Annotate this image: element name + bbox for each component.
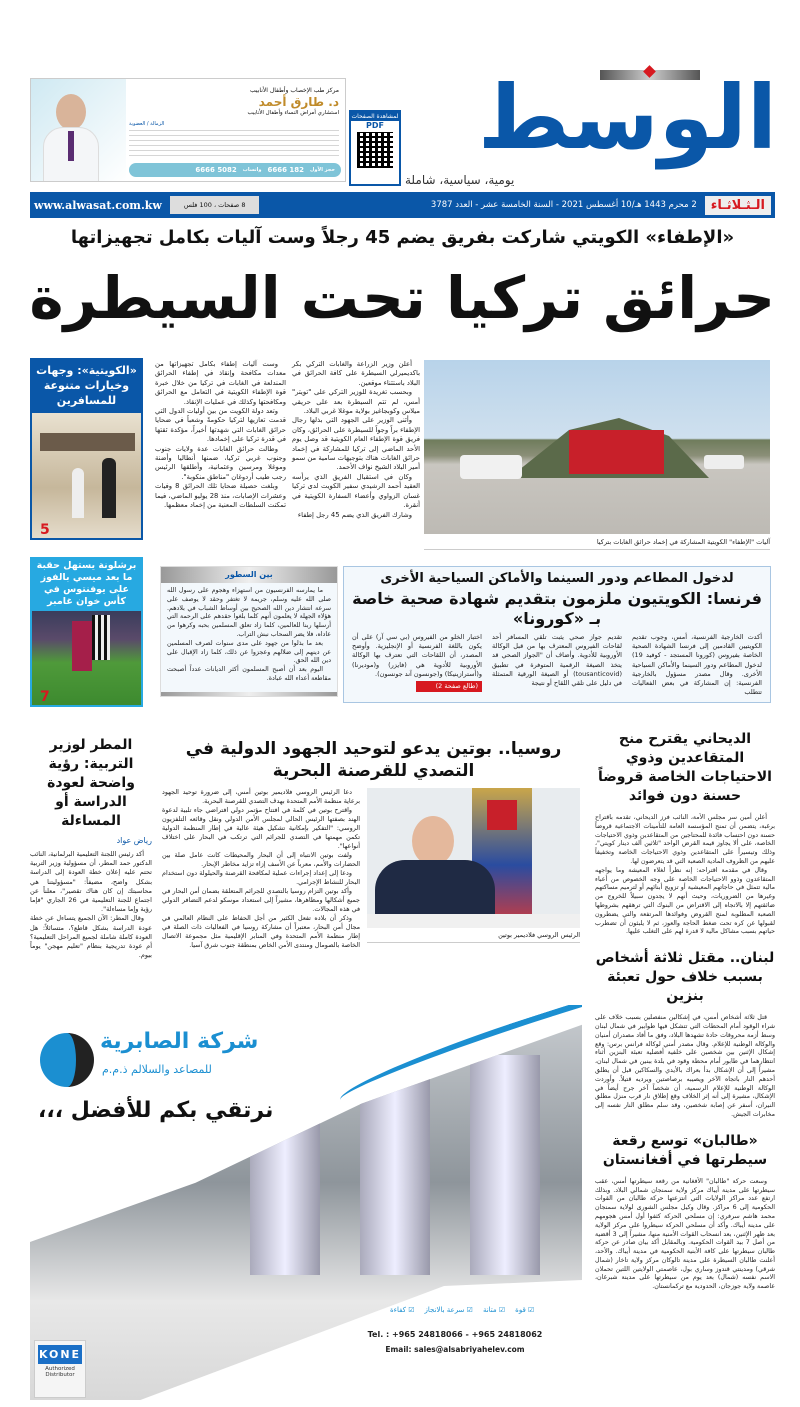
matar-headline[interactable]: المطر لوزير التربية: رؤية واضحة لعودة الدراسة أو المساءلة <box>47 737 135 829</box>
lebanon-headline[interactable]: لبنان.. مقتل ثلاثة أشخاص بسبب خلاف حول تعبئة بنزين <box>595 950 775 1005</box>
lead-photo-fire-trucks <box>424 360 770 534</box>
paragraph: وست آليات إطفاء بكامل تجهيزاتها من معدات مكافحة وإنقاذ في إطفاء الحرائق المندلعة في الغابات في تركيا من خلال خبرة قوة الإطفاء الكويتية في التعامل مع الحرائق ومكافحتها وكذلك في عمليات الإنقاذ. <box>155 360 286 406</box>
matar-article <box>30 736 152 960</box>
paragraph: وتعد دولة الكويت من بين أوليات الدول التي قدمت تعازيها لتركيا حكومةً وشعباً في ضحايا حرائق الغابات التي شهدتها أخيراً، مؤكدة ثقتها في قدرة تركيا على إخمادها. <box>155 407 286 444</box>
lead-column-2 <box>155 360 286 511</box>
ad-features <box>390 1305 534 1315</box>
putin-article-text <box>162 788 360 950</box>
ad-phone: 182 6666 <box>267 166 305 174</box>
doctor-photo <box>31 79 126 181</box>
paragraph: أكد رئيس اللجنة التعليمية البرلمانية، النائب الدكتور حمد المطر، أن مسؤولية وزير التربية تحتم عليه إعلان خطة العودة إلى الدراسة بشكل واضح، مضيفاً: "مسؤوليتنا هي محاسبتك إن كان هناك تقصير"، معلناً عن اجتماع للجنة التعليمية في 26 الجاري "فإما رؤية وإما مساءلة". <box>30 850 152 914</box>
teaser-page-number: 7 <box>40 689 50 705</box>
putin-photo <box>367 788 580 928</box>
between-lines-box <box>160 566 338 697</box>
france-kicker: لدخول المطاعم ودور السينما والأماكن السياحية الأخرى <box>380 571 734 586</box>
matar-article-text <box>30 850 152 960</box>
paragraph: اختبار الخلو من الفيروس (بي سي آر) على أن يكون باللغة الفرنسية أو الإنجليزية. وأوضح المصدر، أن اللقاحات التي تعترف بها الوكالة الأوروبية للأدوية هي (فايزر) و(موديرنا) و(أسترازينيكا) و(جونسون آند جونسون). <box>352 633 482 678</box>
date-bar <box>30 192 775 218</box>
lead-column-1 <box>292 360 420 520</box>
dihani-headline[interactable]: الديحاني يقترح منح المتقاعدين وذوي الاحتياجات الخاصة قروضاً حسنة دون فوائد <box>598 731 772 804</box>
sidebar-teaser-kuwaiti[interactable] <box>30 358 143 540</box>
teaser-title: «الكويتية»: وجهات وخيارات متنوعة للمسافرين <box>36 364 137 407</box>
paragraph: وقال في مقدمة اقتراحه: إنه نظراً لغلاء المعيشة وما يواجهه المتقاعدون وذوو الاحتياجات الخاصة على وجه الخصوص من أعباء مالية تتمثل في حاجاتهم المعيشية أو تزويج أبنائهم أو لترميم مساكنهم وغيرها من الضروريات، وحيث أنهم لا يجدون سبيلاً للخروج من ضائقتهم إلا بالاتجاه إلى الاقتراض من البنوك التي ترهقهم بشروطها الصعبة المطلوبة لمنح القروض وفوائدها المرتفعة والتي يضطرون لقبولها عن كره تحت ضغط الحاجة والعوز، ثم لا يلبثون أن تضطرب حياتهم بسبب مشاكل مالية لا قدرة لهم على التغلب عليها. <box>595 866 775 936</box>
france-article-box <box>343 566 771 703</box>
alsabriya-logo-icon <box>40 1033 94 1087</box>
paragraph: أعلن أمين سر مجلس الأمة، النائب فرز الديحاني، تقدمه باقتراح برغبة، يتضمن أن تمنح المؤسسة العامة للتأمينات الاجتماعية قروضاً حسنة دون احتساب فائدة للمحتاجين من المتقاعدين وذوي الاحتياجات الخاصة، على ألا يجاوز قيمة القرض الواحد "ثلاثين ألف دينار كويتي"، وذلك وتيسيراً على المتقاعدين وذوي الاحتياجات الخاصة وتخفيفاً عليهم من الظروف المادية الصعبة التي قد يتعرضون لها. <box>595 814 775 865</box>
paragraph: بعد ما بذلوا من جهود على مدى سنوات لصرف المسلمين عن دينهم إلى ضلالهم وعجزوا عن ذلك، كلما زاد الإقبال على دين الله الحق. <box>167 639 331 665</box>
teaser-title: برشلونة يستهل حقبة ما بعد ميسي بالفوز على يوفنتوس في كأس خوان غامبر <box>36 560 137 607</box>
pdf-qr-box[interactable] <box>349 110 401 186</box>
qr-pdf-label: PDF <box>366 121 384 130</box>
kone-sub: Authorized <box>45 1366 75 1372</box>
paragraph: وأثنى الوزير على الجهود التي بذلها رجال الإطفاء براً وجواً للسيطرة على الحرائق، وكان فريق قوة الإطفاء العام الكويتية قد وصل يوم الأحد الماضي إلى تركيا للمشاركة في إخماد حرائق الغابات هناك بتوجيهات سامية من سمو أمير البلاد الشيخ نواف الأحمد. <box>292 416 420 472</box>
paragraph: ما يمارسه الفرنسيون من استهزاء وهجوم على رسول الله صلى الله عليه وسلم، جريمة لا تغتفر وحقد لا يوصف على سرعة انتشار دين الله الصحيح بين أوساط الشباب في بلادهم. هؤلاء الجهلة لا يعلمون أنهم كلما بلغوا حقدهم على الرحمة التي أرسلها ربنا للعالمين، كلما زاد تعلق المسلمين بحبه وكرهوا من عاداه، فلا يضر السحاب نبش التراب. <box>167 587 331 638</box>
paragraph: وذكر أن بلاده تفعل الكثير من أجل الحفاظ على النظام العالمي في مجال أمن البحار، معتبراً أن مشاركة روسيا في الفعاليات ذات الصلة في إطار منظمة الأمم المتحدة وفي المنابر الإقليمية مثل مجموعة الاتصال الخاصة بالصومال ومنتدى الأمن الخاص بمنطقة جنوب شرق آسيا. <box>162 914 360 949</box>
taliban-article-text <box>595 1178 775 1292</box>
france-columns <box>344 629 770 697</box>
between-lines-title: بين السطور <box>161 567 337 583</box>
paragraph: وبحسب تغريدة للوزير التركي على "تويتر" أمس، لم تتم السيطرة بعد على حريقي ميلاس وكوبجاغيز بولاية موغلا غربي البلاد. <box>292 388 420 416</box>
feature-item: ☑ سرعة بالانجاز <box>424 1306 473 1314</box>
ad-email[interactable]: Email: sales@alsabriyahelev.com <box>385 1345 525 1354</box>
paragraph: وسعت حركة "طالبان" الأفغانية من رقعة سيطرتها أمس، عقب سيطرتها على مدينة أيباك مركز ولاية سمنجان شمالي البلاد. وبذلك ارتفع عدد مراكز الولايات التي انتزعتها حركة طالبان من القوات الحكومية إلى 6 مراكز. وقال وكيل مجلس الشورى لولاية سمنجان محمد هاشم سرفري: إن مسلحي الحركة كثفوا أول أمس هجومهم على مدينة أيباك. وأكد أن مسلحي الحركة سيطروا على مركز الولاية بعد ظهر الإثنين، بعد انسحاب القوات الأمنية منها، مشيراً إلى 3 أقضية من أصل 7 بيد القوات الحكومية. وبالمقابل أكد بيان صادر عن حركة طالبان سيطرتها على كافة الأبنية الحكومية في مدينة أيباك. والأحد، أعلنت طالبان السيطرة على مدينة تالوكان مركز ولاية تاخار (شمال شرقي) ومدينتي قندوز وساري بول، عاصمتي الولايتين اللتين تحملان الاسم نفسه (شمال) بعد يوم من سيطرتها على مدينة شبرغان، عاصمة ولاية جوزجان، الحدودية مع تركمانستان. <box>595 1177 775 1291</box>
dihani-article-text <box>595 814 775 937</box>
paragraph: ولفت بوتين الانتباه إلى أن البحار والمحيطات كانت عامل صلة بين الحضارات والأمم، معرباً عن الأسف إزاء تزايد مخاطر الإبحار. <box>162 851 360 868</box>
paragraph: وبلغت حصيلة ضحايا تلك الحرائق 8 وفيات وعشرات الإصابات، منذ 28 يوليو الماضي، فيما تمكنت السلطات المعنية من إخماد معظمها. <box>155 482 286 510</box>
top-advertisement[interactable] <box>30 78 346 182</box>
paragraph: ودعا إلى إعداد إجراءات عملية لمكافحة القرصنة والحيلولة دون استخدام البحار للنشاط الإجرامي. <box>162 869 360 886</box>
ad-specialty: استشاري أمراض النساء وأطفال الأنابيب <box>247 110 339 116</box>
lead-headline[interactable]: حرائق تركيا تحت السيطرة <box>29 264 775 332</box>
teaser-photo-football <box>32 611 141 705</box>
ad-company-name: شركة الصابرية <box>100 1029 259 1054</box>
logo-wordmark: الوسط <box>477 66 777 169</box>
ad-section: الزمالة / العضوية <box>129 121 165 127</box>
taliban-headline[interactable]: «طالبان» توسع رقعة سيطرتها في أفغانستان <box>602 1132 768 1168</box>
price-label: 8 صفحات ، 100 فلس <box>170 196 260 214</box>
matar-author: رياض عواد <box>116 836 152 845</box>
paragraph: قتل ثلاثة أشخاص أمس، في إشكالين منفصلين بسبب خلاف على شراء الوقود أمام المحطات التي تتشكل فيها طوابير في شمال لبنان وسط أزمة محروقات حادة تشهدها البلاد، وفق ما أفاد مصدران أمنيان والوكالة الوطنية للإعلام. وقال مصدر أمني لوكالة فرانس برس: وقع إشكال الإثنين بين شخصين على خلفية أفضلية تعبئة البنزين أثناء انتظارهما في طابور أمام محطة وقود في بلدة ببنين في شمال لبنان، مشيراً إلى أن الإشكال بدأ بعراك بالأيدي والسكاكين قبل أن يطلق أحدهم النار باتجاه الآخر ويصيبه برصاصتين ويرديه قتيلاً. وأوردت الوكالة الوطنية للإعلام الرسمية، أن شخصاً آخر جرح أيضاً في الإشكال، مشيرة إلى أنه إثر الخلاف وقع إطلاق نار قرب منزل مطلق النيران، أسفر عن إصابة شخصين، وقد سلم مطلق النار نفسه إلى مخابرات الجيش. <box>595 1014 775 1118</box>
ad-clinic-title: مركز طب الإخصاب وأطفال الأنابيب <box>250 87 339 94</box>
day-label: الـثـلاثـاء <box>705 196 771 215</box>
kone-sub: Distributor <box>45 1372 75 1378</box>
putin-headline[interactable]: روسيا.. بوتين يدعو لتوحيد الجهود الدولية في التصدي للقرصنة البحرية <box>185 739 562 781</box>
ad-phone-label: حجز الأول <box>310 167 335 173</box>
masthead-tagline: يومية، سياسية، شاملة <box>405 173 515 187</box>
feature-item: ☑ كفاءة <box>390 1306 415 1314</box>
lebanon-article-text <box>595 1014 775 1120</box>
paragraph: أعلن وزير الزراعة والغابات التركي بكر باكديميرلي السيطرة على كافة الحرائق في البلاد باستثناء موقعين. <box>292 360 420 387</box>
elevator-advertisement[interactable] <box>30 1005 582 1400</box>
paragraph: وكان في استقبال الفريق الذي يرأسه العقيد أحمد الرشيدي سفير الكويت لدى تركيا غسان الزواوي وأعضاء السفارة الكويتية في أنقرة. <box>292 472 420 510</box>
ad-slogan: نرتقي بكم للأفضل ،،، <box>38 1098 274 1123</box>
continued-link[interactable]: (طالع صفحة 2) <box>416 681 482 692</box>
paragraph: وقال المطر: الآن الجميع يتساءل عن خطة عودة الدراسة بشكل قاطع؟، متسائلاً: هل العودة كاملة شاملة لجميع المراحل التعليمية؟ أم عودة تدريجية بنظام "تعليم مهجن" يوماً بيوم. <box>30 914 152 960</box>
ad-doctor-name: د. طارق أحمد <box>258 95 339 109</box>
paragraph: واقترح بوتين في كلمة في افتتاح مؤتمر دولي افتراضي جاء تلبية لدعوة الهند بصفتها الرئيس الحالي لمجلس الأمن الدولي ونقل وقائعه التلفزيون الروسي: "التفكير بإمكانية تشكيل هيئة عالية في إطار المنظمة الدولية تكمن مهمتها في التصدي للجرائم التي ترتكب في البحار على اختلاف أنواعها". <box>162 806 360 850</box>
paragraph: وأكد بوتين التزام روسيا بالتصدي للجرائم المتعلقة بضمان أمن البحار في جميع أشكالها ومظاهرها، مشيراً إلى استعداد موسكو لدعم التضافر الدولي في هذه المجالات. <box>162 887 360 913</box>
feature-item: ☑ قوة <box>515 1306 535 1314</box>
france-column-2: تقديم جواز صحي يثبت تلقي المسافر أحد لقاحات الفيروس المعترف بها من قبل الوكالة الأوروبية للأدوية. وأضاف أن "الجواز الصحي قد يتخذ الصيغة الرقمية المتوفرة في تطبيق (tousanticovid) أو الصيغة الورقية المتمثلة في دليل على تلقي اللقاح أو نتيجة <box>492 633 622 688</box>
website-link[interactable]: www.alwasat.com.kw <box>34 198 162 212</box>
right-column <box>595 730 775 1292</box>
masthead-logo <box>405 66 777 190</box>
paragraph: اليوم بعد أن أصبح المسلمون أكثر الديانات عدداً أصبحت مقاطعة أعداء الله عبادة. <box>167 666 331 682</box>
ad-whatsapp-label: واتساب <box>242 167 262 173</box>
france-column-1: أكدت الخارجية الفرنسية، أمس، وجوب تقديم الكويتيين القادمين إلى فرنسا الشهادة الصحية الخاصة بفيروس (كورونا المستجد - كوفيد 19) لدخول المطاعم ودور السينما والأماكن السياحية الأخرى. وقال مصدر مسؤول بالخارجية الفرنسية: إن المشاركة في بعض الفعاليات تتطلب <box>632 633 762 697</box>
qr-label: لمشاهدة الصفحات <box>351 113 399 120</box>
ad-phone: Tel. : +965 24818066 - +965 24818062 <box>367 1330 543 1339</box>
paragraph: دعا الرئيس الروسي فلاديمير بوتين أمس، إلى ضرورة توحيد الجهود برعاية منظمة الأمم المتحدة بهدف التصدي للقرصنة البحرية. <box>162 788 360 805</box>
ad-whatsapp: 5082 6666 <box>195 166 237 174</box>
lead-photo-caption: آليات "الإطفاء" الكويتية المشاركة في إخماد حرائق الغابات بتركيا <box>424 538 770 550</box>
teaser-page-number: 5 <box>40 522 50 538</box>
feature-item: ☑ متانة <box>482 1306 506 1314</box>
ad-phone-strip <box>129 163 341 177</box>
paragraph: وشارك الفريق الذي يضم 45 رجل إطفاء <box>297 510 412 519</box>
france-headline[interactable]: فرنسا: الكويتيون ملزمون بتقديم شهادة صحية خاصة بـ «كورونا» <box>352 589 762 628</box>
qr-code-icon[interactable] <box>357 132 393 168</box>
lead-kicker: «الإطفاء» الكويتي شاركت بفريق يضم 45 رجلاً وست آليات بكامل تجهيزاتها <box>70 227 735 248</box>
putin-photo-caption: الرئيس الروسي فلاديمير بوتين <box>367 931 580 943</box>
france-column-3 <box>352 633 482 697</box>
sidebar-teaser-barcelona[interactable] <box>30 557 143 707</box>
kone-badge <box>34 1340 86 1398</box>
ad-company-subtitle: للمصاعد والسلالم ذ.م.م <box>102 1063 212 1076</box>
teaser-photo-airport <box>32 413 141 538</box>
kone-logo: KONE <box>38 1345 82 1364</box>
issue-info: 2 محرم 1443 هـ/10 أغسطس 2021 - السنة الخامسة عشر - العدد 3787 <box>430 200 697 210</box>
paragraph: وطالت حرائق الغابات عدة ولايات جنوب وجنوب غربي تركيا، ضمنها أنطاليا وأضنة وموغلا ومرسين وعثمانية، وأطلقها الرئيس رجب طيب أردوغان "مناطق منكوبة". <box>155 444 286 481</box>
